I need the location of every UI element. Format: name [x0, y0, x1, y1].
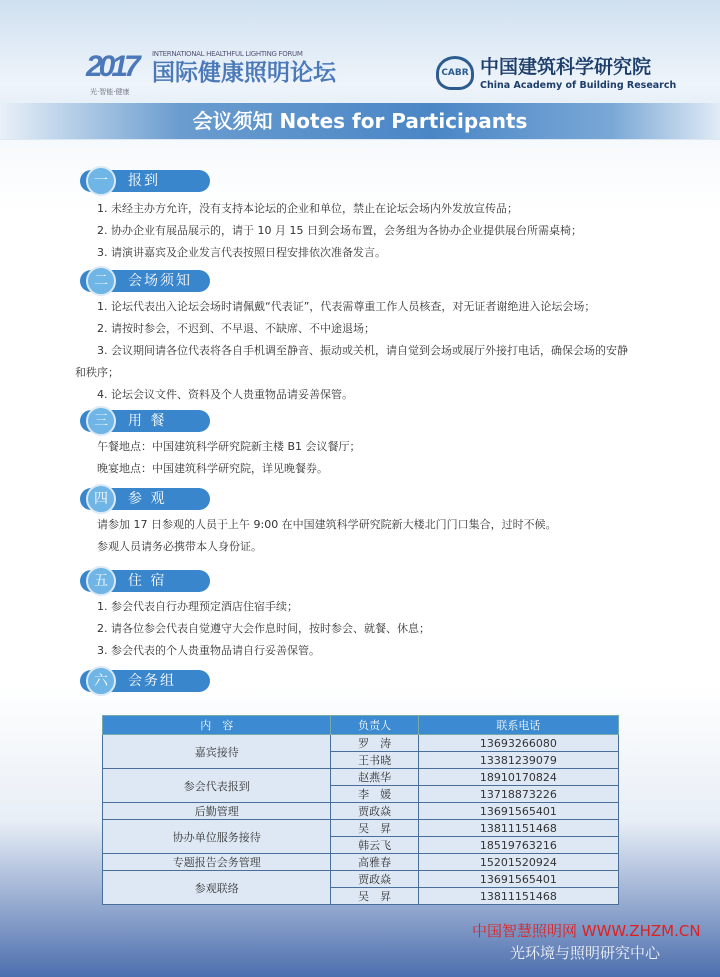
- phone-cell: 13691565401: [418, 803, 618, 820]
- forum-name-cn: 国际健康照明论坛: [152, 60, 336, 86]
- forum-name-en: INTERNATIONAL HEALTHFUL LIGHTING FORUM: [152, 50, 303, 58]
- person-cell: 贾政焱: [331, 803, 418, 820]
- forum-logo-year: 2017: [86, 50, 137, 83]
- person-cell: 韩云飞: [331, 837, 418, 854]
- section-title: 会场须知: [128, 273, 192, 289]
- page-title: 会议须知 Notes for Participants: [192, 109, 528, 133]
- watermark-red: 中国智慧照明网 WWW.ZHZM.CN: [472, 922, 701, 940]
- phone-cell: 18910170824: [418, 769, 618, 786]
- section-header: [80, 570, 210, 592]
- item-cell: 嘉宾接待: [103, 735, 331, 769]
- person-cell: 王书晓: [331, 752, 418, 769]
- table-row: [103, 803, 619, 820]
- section-number: 二: [86, 266, 116, 296]
- section-title: 住 宿: [128, 573, 167, 589]
- phone-cell: 15201520924: [418, 854, 618, 871]
- column-header: 联系电话: [418, 716, 618, 735]
- section-title: 参 观: [128, 491, 167, 507]
- phone-cell: 13691565401: [418, 871, 618, 888]
- table-row: [103, 820, 619, 837]
- table-row: [103, 735, 619, 752]
- note-line: 1. 参会代表自行办理预定酒店住宿手续；: [97, 600, 298, 613]
- item-cell: 专题报告会务管理: [103, 854, 331, 871]
- person-cell: 吴 昇: [331, 820, 418, 837]
- note-line: 参观人员请务必携带本人身份证。: [97, 540, 262, 553]
- note-line: 1. 论坛代表出入论坛会场时请佩戴“代表证”，代表需尊重工作人员核查，对无证者谢绝进入论坛会场；: [97, 300, 596, 313]
- table-row: [103, 769, 619, 786]
- section-number: 六: [86, 666, 116, 696]
- forum-slogan: 光·智能·健康: [90, 88, 130, 96]
- note-line: 2. 协办企业有展品展示的，请于 10 月 15 日到会场布置，会务组为各协办企业提供展台所需桌椅；: [97, 224, 582, 237]
- item-cell: 协办单位服务接待: [103, 820, 331, 854]
- watermark-white: 光环境与照明研究中心: [510, 944, 661, 962]
- section-header: [80, 488, 210, 510]
- section-title: 用 餐: [128, 413, 167, 429]
- note-line: 晚宴地点：中国建筑科学研究院，详见晚餐券。: [97, 462, 328, 475]
- table-row: [103, 854, 619, 871]
- contact-table: [102, 715, 619, 905]
- phone-cell: 18519763216: [418, 837, 618, 854]
- person-cell: 吴 昇: [331, 888, 418, 905]
- phone-cell: 13811151468: [418, 820, 618, 837]
- note-line: 3. 会议期间请各位代表将各自手机调至静音、振动或关机，请自觉到会场或展厅外接打电话，确保会场的安静和秩序；: [75, 344, 628, 379]
- item-cell: 参会代表报到: [103, 769, 331, 803]
- section-number: 一: [86, 166, 116, 196]
- note-line: 2. 请按时参会，不迟到、不早退、不缺席、不中途退场；: [97, 322, 375, 335]
- phone-cell: 13811151468: [418, 888, 618, 905]
- phone-cell: 13381239079: [418, 752, 618, 769]
- section-number: 三: [86, 406, 116, 436]
- note-line: 请参加 17 日参观的人员于上午 9:00 在中国建筑科学研究院新大楼北门门口集合，过时不候。: [97, 518, 557, 531]
- note-line: 4. 论坛会议文件、资料及个人贵重物品请妥善保管。: [97, 388, 353, 401]
- section-header: [80, 410, 210, 432]
- table-row: [103, 871, 619, 888]
- note-line: 午餐地点：中国建筑科学研究院新主楼 B1 会议餐厅；: [97, 440, 361, 453]
- column-header: 内 容: [103, 716, 331, 735]
- note-line: 2. 请各位参会代表自觉遵守大会作息时间，按时参会、就餐、休息；: [97, 622, 430, 635]
- person-cell: 李 媛: [331, 786, 418, 803]
- section-header: [80, 270, 210, 292]
- phone-cell: 13718873226: [418, 786, 618, 803]
- section-number: 四: [86, 484, 116, 514]
- section-header: [80, 670, 210, 692]
- note-line: 3. 参会代表的个人贵重物品请自行妥善保管。: [97, 644, 320, 657]
- section-header: [80, 170, 210, 192]
- person-cell: 高雅春: [331, 854, 418, 871]
- note-line: 1. 未经主办方允许，没有支持本论坛的企业和单位，禁止在论坛会场内外发放宣传品；: [97, 202, 518, 215]
- person-cell: 赵燕华: [331, 769, 418, 786]
- person-cell: 贾政焱: [331, 871, 418, 888]
- section-number: 五: [86, 566, 116, 596]
- column-header: 负责人: [331, 716, 418, 735]
- person-cell: 罗 涛: [331, 735, 418, 752]
- cabr-logo-icon: CABR: [436, 56, 474, 90]
- section-title: 会务组: [128, 673, 176, 689]
- org-name-cn: 中国建筑科学研究院: [480, 56, 652, 78]
- org-name-en: China Academy of Building Research: [480, 80, 677, 91]
- item-cell: 参观联络: [103, 871, 331, 905]
- phone-cell: 13693266080: [418, 735, 618, 752]
- section-title: 报到: [128, 173, 160, 189]
- item-cell: 后勤管理: [103, 803, 331, 820]
- note-line: 3. 请演讲嘉宾及企业发言代表按照日程安排依次准备发言。: [97, 246, 386, 259]
